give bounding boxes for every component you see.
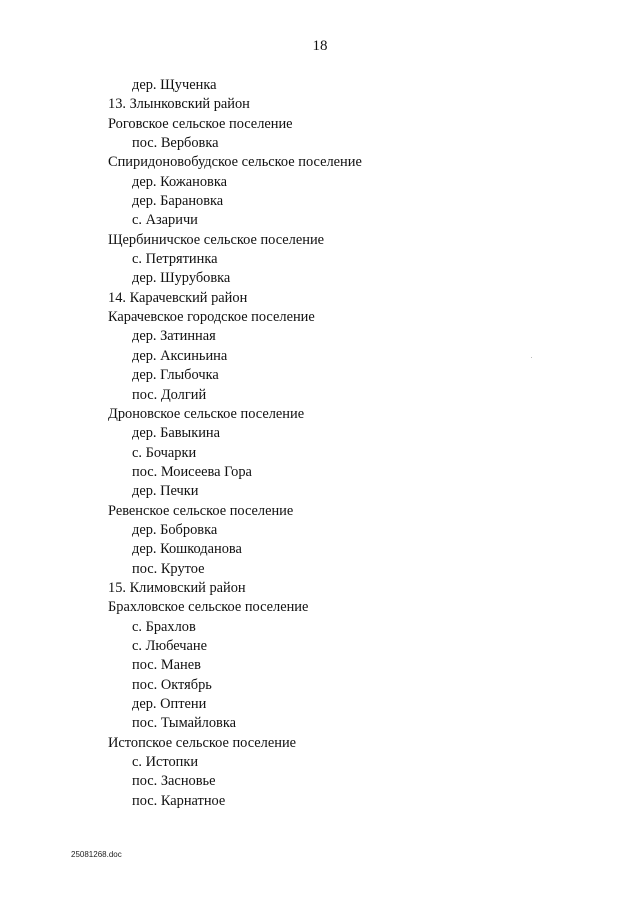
settlement-entry: дер. Затинная — [132, 328, 216, 345]
section-heading: 14. Карачевский район — [108, 289, 248, 306]
settlement-entry: дер. Глыбочка — [132, 367, 219, 384]
section-heading: Карачевское городское поселение — [108, 309, 315, 326]
settlement-entry: с. Брахлов — [132, 618, 196, 635]
settlement-entry: пос. Вербовка — [132, 135, 219, 152]
section-heading: Щербиничское сельское поселение — [108, 231, 325, 248]
settlement-entry: пос. Манев — [132, 657, 201, 674]
settlement-entry: дер. Кошкоданова — [132, 541, 242, 558]
settlement-entry: дер. Бавыкина — [132, 425, 220, 442]
settlement-entry: с. Петрятинка — [132, 251, 218, 268]
section-heading: Дроновское сельское поселение — [108, 405, 305, 422]
section-heading: Спиридоновобудское сельское поселение — [108, 154, 362, 171]
settlement-entry: с. Бочарки — [132, 444, 197, 461]
section-heading: Роговское сельское поселение — [108, 115, 293, 132]
section-heading: 13. Злынковский район — [108, 96, 250, 113]
settlement-entry: с. Любечане — [132, 637, 207, 654]
settlement-entry: пос. Октябрь — [132, 676, 212, 693]
settlement-entry: пос. Долгий — [132, 386, 207, 403]
settlement-entry: пос. Тымайловка — [132, 715, 237, 732]
settlement-entry: пос. Засновье — [132, 773, 216, 790]
settlement-entry: дер. Кожановка — [132, 173, 227, 190]
settlement-entry: пос. Карнатное — [132, 792, 226, 809]
settlement-entry: дер. Печки — [132, 483, 199, 500]
settlement-entry: дер. Шурубовка — [132, 270, 231, 287]
section-heading: Брахловское сельское поселение — [108, 599, 309, 616]
settlement-entry: пос. Моисеева Гора — [132, 463, 252, 480]
settlement-entry: с. Истопки — [132, 754, 199, 771]
settlement-entry: дер. Аксиньина — [132, 347, 228, 364]
settlement-entry: дер. Оптени — [132, 696, 207, 712]
page-number: 18 — [312, 38, 328, 54]
section-heading: Истопское сельское поселение — [108, 734, 297, 751]
section-heading: 15. Климовский район — [108, 579, 246, 596]
settlement-entry: пос. Крутое — [132, 560, 205, 577]
settlement-entry: с. Азаричи — [132, 212, 198, 229]
section-heading: Ревенское сельское поселение — [108, 502, 294, 519]
settlement-list — [108, 76, 362, 811]
scan-speck — [531, 357, 532, 358]
settlement-entry: дер. Бобровка — [132, 521, 218, 538]
settlement-entry: дер. Щученка — [132, 77, 217, 93]
footer-filename: 25081268.doc — [71, 850, 122, 859]
settlement-entry: дер. Барановка — [132, 193, 224, 210]
